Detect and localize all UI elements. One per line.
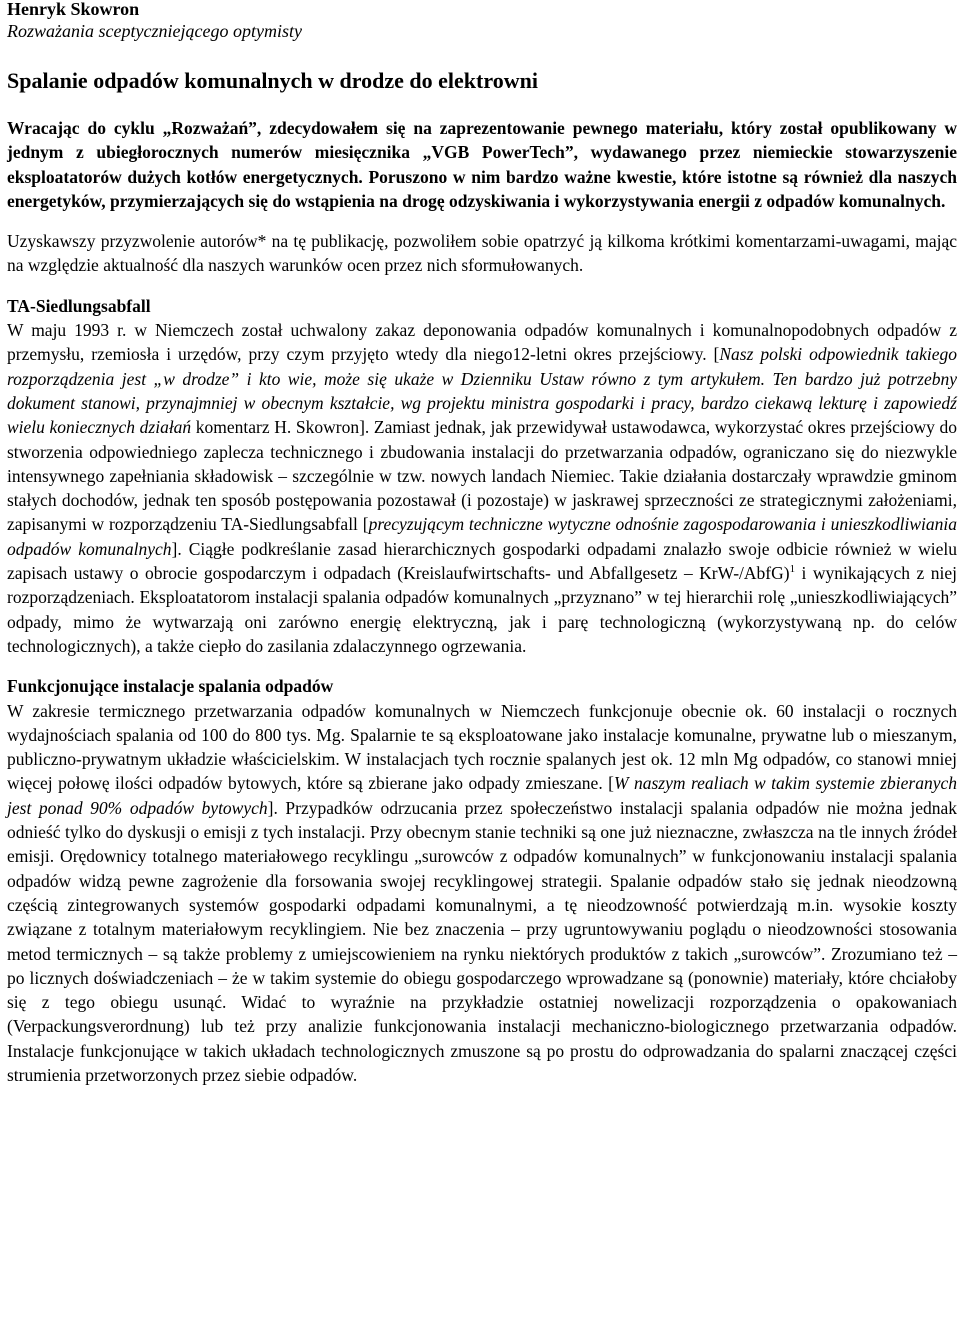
footnote-marker: 1 xyxy=(789,563,796,576)
article-title: Spalanie odpadów komunalnych w drodze do elektrowni xyxy=(7,68,538,93)
section2-paragraph xyxy=(7,699,957,1088)
series-title: Rozważania sceptyczniejącego optymisty xyxy=(7,21,302,41)
author-name: Henryk Skowron xyxy=(7,0,140,19)
section-heading-incineration-plants: Funkcjonujące instalacje spalania odpadów xyxy=(7,676,334,697)
lead-paragraph: Wracając do cyklu „Rozważań”, zdecydowałem się na zaprezentowanie pewnego materiału, który został opublikowany w jednym z ubiegłorocznych numerów miesięcznika „VGB PowerTech”, wydawanego przez niemieckie stowarzyszenie eksploatatorów dużych kotłów energetycznych. Poruszono w nim bardzo ważne kwestie, które istotne są również dla naszych energetyków, przymierzających się do wstąpienia na drogę odzyskiwania i wykorzystywania energii z odpadów komunalnych. xyxy=(7,118,957,211)
section1-text-3: ]. Ciągłe podkreślanie zasad hierarchicznych gospodarki odpadami znalazło swoje odbicie również w wielu zapisach ustawy o obrocie gospodarczym i odpadach (Kreislaufwirtschafts- und Abfallgesetz – KrW-/AbfG) xyxy=(7,538,957,584)
section2-text-1: W zakresie termicznego przetwarzania odpadów komunalnych w Niemczech funkcjonuje obecnie ok. 60 instalacji o rocznych wydajnościach spalania od 100 do 800 tys. Mg. Spalarnie te są eksploatowane jako instalacje komunalne, prywatne lub o mieszanym, publiczno-prywatnym układzie właścicielskim. W instalacjach tych rocznie spalanych jest ok. 12 mln Mg odpadów, co stanowi mniej więcej połowę ilości odpadów bytowych, które są zbierane jako odpady zmieszane. [ xyxy=(7,700,957,794)
section2-comment-1: W naszym realiach w takim systemie zbieranych jest ponad 90% odpadów bytowych xyxy=(7,773,957,818)
section-heading-ta-siedlungsabfall: TA-Siedlungsabfall xyxy=(7,295,151,316)
document-page xyxy=(7,0,957,1087)
section1-comment-1: Nasz polski odpowiednik takiego rozporządzenia jest „w drodze” i kto wie, może się ukaże w Dzienniku Ustaw równo z tym artykułem. Ten bardzo już potrzebny dokument stanowi, przynajmniej w obecnym kształcie, wg projektu ministra gospodarki i pracy, bardzo ciekawą lekturę i zapowiedź wielu koniecznych działań xyxy=(7,344,957,438)
section1-paragraph xyxy=(7,318,957,658)
section1-text-1: W maju 1993 r. w Niemczech został uchwalony zakaz deponowania odpadów komunalnych i komunalnopodobnych odpadów z przemysłu, rzemiosła i urzędów, przy czym przyjęto wtedy dla niego12-letni okres przejściowy. [ xyxy=(7,320,957,365)
section1-text-4: i wynikających z niej rozporządzeniach. Eksploatatorom instalacji spalania odpadów komunalnych „przyznano” w tej hierarchii rolę „unieszkodliwiających” odpady, mimo że wytwarzają oni zarówno energię elektryczną, jak i parę technologiczną (wykorzystywaną np. do celów technologicznych), a także ciepło do zasilania zdalaczynnego ogrzewania. xyxy=(7,563,957,656)
section1-comment-2: precyzującym techniczne wytyczne odnośnie zagospodarowania i unieszkodliwiania odpadów komunalnych xyxy=(7,514,957,559)
section1-text-2: komentarz H. Skowron]. Zamiast jednak, jak przewidywał ustawodawca, wykorzystać okres przejściowy do stworzenia odpowiedniego zaplecza technicznego i zbudowania instalacji do przetwarzania odpadów, ograniczano się do niezwykle intensywnego zapełniania składowisk – szczególnie w tzw. nowych landach Niemiec. Takie działania dostarczały wprawdzie gminom stałych dochodów, jednak ten sposób postępowania pozostawał (i pozostaje) w jaskrawej sprzeczności ze strategicznymi założeniami, zapisanymi w rozporządzeniu TA-Siedlungsabfall [ xyxy=(7,417,957,535)
section2-text-2: ]. Przypadków odrzucania przez społeczeństwo instalacji spalania odpadów nie można jednak odnieść tylko do dyskusji o emisji z tych instalacji. Przy obecnym stanie techniki są one już nieznaczne, zwłaszcza na tle innych źródeł emisji. Orędownicy totalnego materiałowego recyklingu „surowców z odpadów komunalnych” w funkcjonowaniu instalacji spalania odpadów widzą pewne zagrożenie dla forsowania swojej recyklingowej strategii. Spalanie odpadów stało się jednak nieodzowną częścią zintegrowanych systemów gospodarki odpadami komunalnymi, a tę nieodzowność potwierdzają m.in. wysokie koszty związane z totalnym materiałowym recyklingiem. Nie bez znaczenia – przy ugruntowywaniu poglądu o nieodzowności stosowania metod termicznych – są także problemy z umiejscowieniem na rynku niektórych produktów z takich „surowców”. Zrozumiano też – po licznych doświadczeniach – że w takim systemie do obiegu gospodarczego wprowadzane są (ponownie) materiały, które chciałoby się z tego obiegu usunąć. Widać to wyraźnie na przykładzie ostatniej nowelizacji rozporządzenia o opakowaniach (Verpackungsverordnung) lub też przy analizie funkcjonowania instalacji mechaniczno-biologicznego przetwarzania odpadów. Instalacje funkcjonujące w takich układach technologicznych zmuszone są po prostu do odprowadzania do spalarni znaczącej części strumienia przetworzonych przez siebie odpadów. xyxy=(7,797,958,1085)
intro-paragraph: Uzyskawszy przyzwolenie autorów* na tę publikację, pozwoliłem sobie opatrzyć ją kilkoma krótkimi komentarzami-uwagami, mając na względzie aktualność dla naszych warunków ocen przez nich sformułowanych. xyxy=(7,231,957,276)
